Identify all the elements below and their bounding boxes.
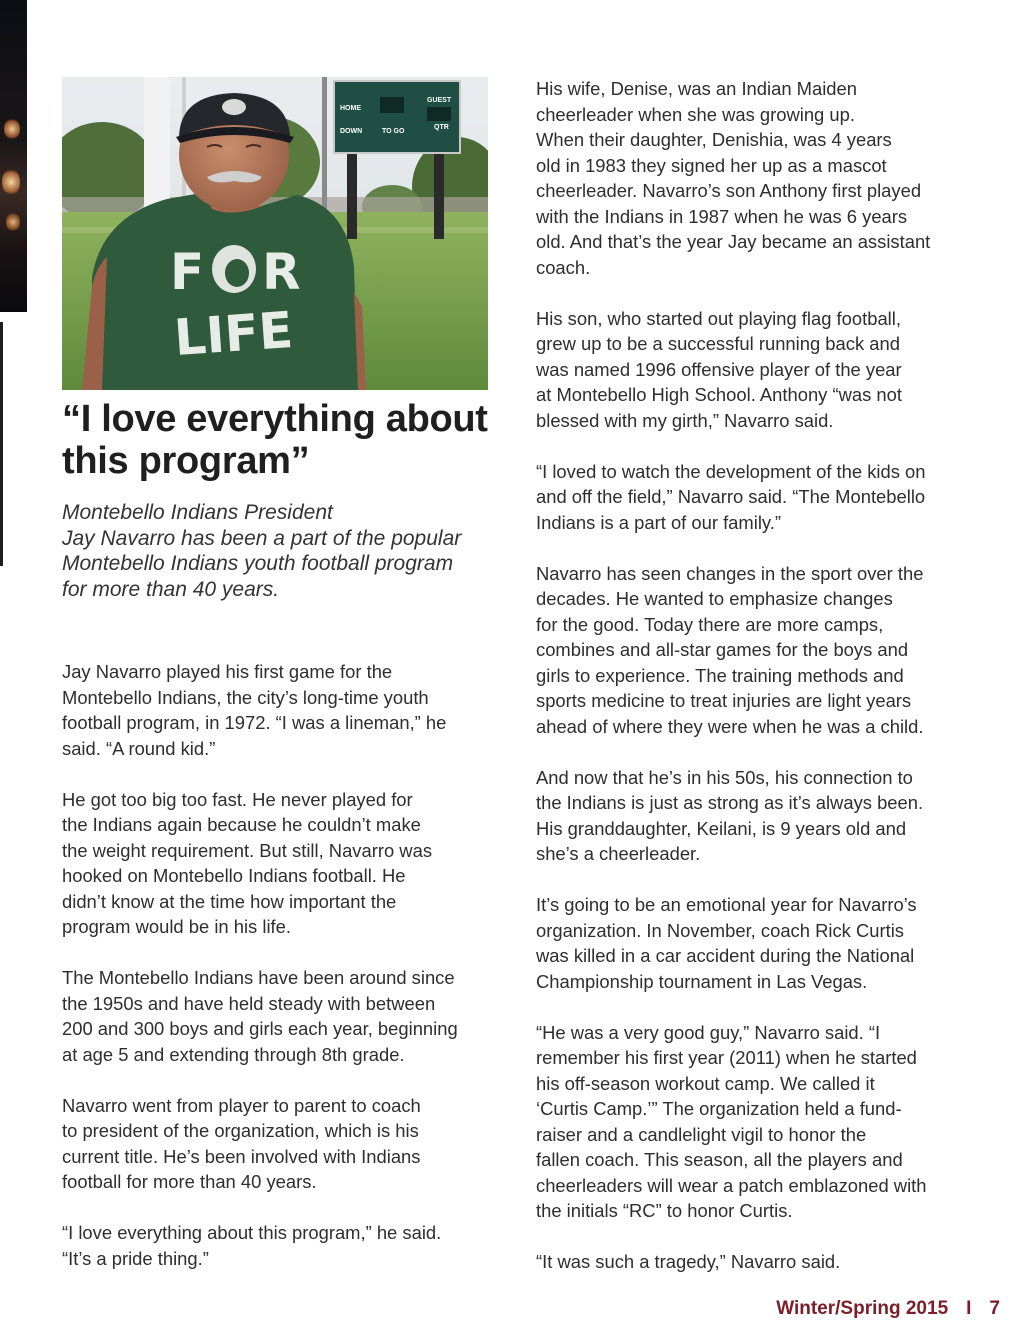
edge-divider (0, 322, 3, 566)
paragraph: He got too big too fast. He never played for the Indians again because he couldn’t make the weight requirement. But still, Navarro was hooked on Montebello Indians football. He didn’t know at the time how important the program would be in his life. (62, 788, 433, 937)
paragraph: And now that he’s in his 50s, his connection to the Indians is just as strong as it’s always been. His granddaughter, Keilani, is 9 years old and she’s a cheerleader. (536, 766, 924, 864)
paragraph: It’s going to be an emotional year for Navarro’s organization. In November, coach Rick Curtis was killed in a car accident during the National Championship tournament in Las Vegas. (536, 894, 917, 992)
paragraph: “It was such a tragedy,” Navarro said. (536, 1251, 841, 1272)
paragraph: “He was a very good guy,” Navarro said. “I remember his first year (2011) when he started his off-season workout camp. We called it ‘Curtis Camp.’” The organization held a fund- raiser and a candlelight vigil to honor the fallen coach. This season, all the players and cheerleaders will wear a patch emblazoned with the initials “RC” to honor Curtis. (536, 1021, 927, 1221)
paragraph: “I loved to watch the development of the kids on and off the field,” Navarro said. “The Montebello Indians is a part of our family.” (536, 460, 926, 533)
scoreboard-guest: GUEST (427, 97, 452, 104)
navarro-portrait-photo (62, 77, 488, 390)
right-text-column (536, 76, 976, 1300)
left-text-column (62, 659, 502, 1297)
page-footer (700, 1298, 1000, 1320)
indian-headdress-logo (212, 245, 256, 293)
paragraph: Jay Navarro played his first game for the Montebello Indians, the city’s long-time youth football program, in 1972. “I was a lineman,” he said. “A round kid.” (62, 661, 447, 759)
paragraph: “I love everything about this program,” he said. “It’s a pride thing.” (62, 1222, 442, 1269)
paragraph: Navarro has seen changes in the sport over the decades. He wanted to emphasize changes for the good. Today there are more camps, combines and all-star games for the boys and girls to experience. The training methods and sports medicine to treat injuries are light years ahead of where they were when he was a child. (536, 562, 924, 737)
scoreboard-qtr: QTR (434, 124, 449, 131)
paragraph: Navarro went from player to parent to coach to president of the organization, which is his current title. He’s been involved with Indians football for more than 40 years. (62, 1094, 421, 1192)
candle-glow (6, 212, 20, 232)
scoreboard-home: HOME (340, 105, 361, 112)
candle-glow (4, 118, 20, 140)
shirt-text-bottom: LIFE (172, 300, 295, 368)
paragraph: The Montebello Indians have been around since the 1950s and have held steady with between 200 and 300 boys and girls each year, beginning at age 5 and extending through 8th grade. (62, 967, 458, 1065)
scoreboard-to-go: TO GO (382, 128, 405, 135)
footer-separator: I (966, 1298, 972, 1319)
previous-page-photo-edge (0, 0, 27, 312)
shirt-text-top-end: R (262, 243, 301, 301)
issue-label: Winter/Spring 2015 (776, 1298, 949, 1319)
scoreboard-down: DOWN (340, 128, 363, 135)
page-number: 7 (989, 1298, 1000, 1319)
candle-glow (2, 168, 20, 196)
paragraph: His wife, Denise, was an Indian Maiden cheerleader when she was growing up. When their daughter, Denishia, was 4 years old in 1983 they signed her up as a mascot cheerleader. Navarro’s son Anthony first played with the Indians in 1987 when he was 6 years old. And that’s the year Jay became an assistant coach. (536, 78, 931, 278)
shirt-text-top: F (170, 243, 205, 301)
article-deck: Montebello Indians President Jay Navarro has been a part of the popular Montebello Indians youth football program for more than 40 years. (62, 501, 462, 601)
article-headline: “I love everything about this program” (62, 398, 488, 482)
paragraph: His son, who started out playing flag football, grew up to be a successful running back and was named 1996 offensive player of the year at Montebello High School. Anthony “was not blessed with my girth,” Navarro said. (536, 307, 902, 431)
